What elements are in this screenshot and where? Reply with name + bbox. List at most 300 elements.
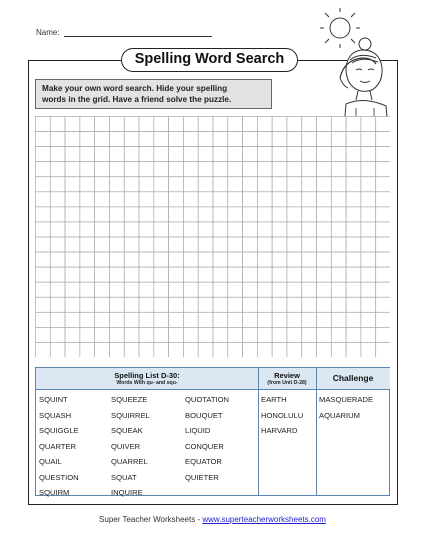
grid-cell[interactable]	[183, 267, 198, 282]
grid-cell[interactable]	[317, 312, 332, 327]
grid-cell[interactable]	[95, 162, 110, 177]
grid-cell[interactable]	[302, 282, 317, 297]
grid-cell[interactable]	[36, 222, 51, 237]
grid-cell[interactable]	[317, 252, 332, 267]
grid-cell[interactable]	[376, 312, 390, 327]
grid-cell[interactable]	[139, 237, 154, 252]
grid-cell[interactable]	[139, 342, 154, 357]
grid-cell[interactable]	[95, 192, 110, 207]
grid-cell[interactable]	[124, 252, 139, 267]
grid-cell[interactable]	[272, 342, 287, 357]
grid-cell[interactable]	[65, 342, 80, 357]
grid-cell[interactable]	[346, 282, 361, 297]
grid-cell[interactable]	[257, 117, 272, 132]
grid-cell[interactable]	[213, 252, 228, 267]
grid-cell[interactable]	[213, 327, 228, 342]
grid-cell[interactable]	[36, 312, 51, 327]
grid-cell[interactable]	[317, 282, 332, 297]
grid-cell[interactable]	[50, 267, 65, 282]
grid-cell[interactable]	[331, 252, 346, 267]
grid-cell[interactable]	[36, 282, 51, 297]
grid-cell[interactable]	[376, 282, 390, 297]
grid-cell[interactable]	[287, 207, 302, 222]
grid-cell[interactable]	[198, 222, 213, 237]
grid-cell[interactable]	[169, 162, 184, 177]
grid-cell[interactable]	[243, 282, 258, 297]
grid-cell[interactable]	[346, 252, 361, 267]
grid-cell[interactable]	[169, 237, 184, 252]
grid-cell[interactable]	[65, 297, 80, 312]
grid-cell[interactable]	[198, 132, 213, 147]
grid-cell[interactable]	[257, 132, 272, 147]
grid-cell[interactable]	[124, 267, 139, 282]
grid-cell[interactable]	[109, 297, 124, 312]
grid-cell[interactable]	[109, 192, 124, 207]
grid-cell[interactable]	[302, 192, 317, 207]
grid-cell[interactable]	[287, 222, 302, 237]
grid-cell[interactable]	[331, 177, 346, 192]
grid-cell[interactable]	[124, 282, 139, 297]
grid-cell[interactable]	[228, 222, 243, 237]
grid-cell[interactable]	[361, 237, 376, 252]
grid-cell[interactable]	[36, 192, 51, 207]
grid-cell[interactable]	[287, 327, 302, 342]
grid-cell[interactable]	[228, 342, 243, 357]
grid-cell[interactable]	[302, 207, 317, 222]
grid-cell[interactable]	[80, 312, 95, 327]
grid-cell[interactable]	[36, 177, 51, 192]
grid-cell[interactable]	[169, 177, 184, 192]
grid-cell[interactable]	[95, 237, 110, 252]
grid-cell[interactable]	[169, 192, 184, 207]
grid-cell[interactable]	[183, 147, 198, 162]
grid-cell[interactable]	[331, 282, 346, 297]
grid-cell[interactable]	[139, 267, 154, 282]
grid-cell[interactable]	[183, 192, 198, 207]
grid-cell[interactable]	[361, 342, 376, 357]
grid-cell[interactable]	[243, 207, 258, 222]
grid-cell[interactable]	[302, 297, 317, 312]
grid-cell[interactable]	[154, 267, 169, 282]
grid-cell[interactable]	[302, 252, 317, 267]
grid-cell[interactable]	[95, 252, 110, 267]
grid-cell[interactable]	[50, 132, 65, 147]
grid-cell[interactable]	[361, 252, 376, 267]
grid-cell[interactable]	[50, 177, 65, 192]
grid-cell[interactable]	[198, 237, 213, 252]
grid-cell[interactable]	[36, 207, 51, 222]
grid-cell[interactable]	[287, 297, 302, 312]
grid-cell[interactable]	[109, 162, 124, 177]
grid-cell[interactable]	[243, 327, 258, 342]
grid-cell[interactable]	[80, 252, 95, 267]
grid-cell[interactable]	[376, 327, 390, 342]
grid-cell[interactable]	[50, 237, 65, 252]
grid-cell[interactable]	[228, 177, 243, 192]
grid-cell[interactable]	[50, 147, 65, 162]
grid-cell[interactable]	[80, 342, 95, 357]
grid-cell[interactable]	[213, 162, 228, 177]
grid-cell[interactable]	[243, 147, 258, 162]
grid-cell[interactable]	[257, 252, 272, 267]
grid-cell[interactable]	[50, 192, 65, 207]
grid-cell[interactable]	[169, 297, 184, 312]
grid-cell[interactable]	[228, 297, 243, 312]
grid-cell[interactable]	[272, 162, 287, 177]
grid-cell[interactable]	[346, 312, 361, 327]
grid-cell[interactable]	[361, 147, 376, 162]
grid-cell[interactable]	[109, 327, 124, 342]
grid-cell[interactable]	[243, 312, 258, 327]
grid-cell[interactable]	[65, 147, 80, 162]
grid-cell[interactable]	[302, 237, 317, 252]
grid-cell[interactable]	[213, 177, 228, 192]
grid-cell[interactable]	[95, 207, 110, 222]
grid-cell[interactable]	[169, 147, 184, 162]
grid-cell[interactable]	[257, 177, 272, 192]
grid-cell[interactable]	[213, 207, 228, 222]
grid-cell[interactable]	[243, 297, 258, 312]
grid-cell[interactable]	[243, 177, 258, 192]
grid-cell[interactable]	[228, 132, 243, 147]
grid-cell[interactable]	[183, 117, 198, 132]
grid-cell[interactable]	[302, 162, 317, 177]
grid-cell[interactable]	[302, 177, 317, 192]
grid-cell[interactable]	[109, 207, 124, 222]
grid-cell[interactable]	[376, 162, 390, 177]
grid-cell[interactable]	[376, 192, 390, 207]
grid-cell[interactable]	[154, 132, 169, 147]
grid-cell[interactable]	[36, 132, 51, 147]
grid-cell[interactable]	[95, 312, 110, 327]
grid-cell[interactable]	[198, 207, 213, 222]
grid-cell[interactable]	[257, 297, 272, 312]
grid-cell[interactable]	[154, 252, 169, 267]
grid-cell[interactable]	[243, 192, 258, 207]
grid-cell[interactable]	[361, 192, 376, 207]
grid-cell[interactable]	[95, 282, 110, 297]
grid-cell[interactable]	[124, 222, 139, 237]
grid-cell[interactable]	[36, 237, 51, 252]
grid-cell[interactable]	[80, 177, 95, 192]
grid-cell[interactable]	[65, 192, 80, 207]
grid-cell[interactable]	[198, 327, 213, 342]
grid-cell[interactable]	[154, 237, 169, 252]
grid-cell[interactable]	[65, 132, 80, 147]
grid-cell[interactable]	[317, 342, 332, 357]
grid-cell[interactable]	[272, 327, 287, 342]
grid-cell[interactable]	[361, 207, 376, 222]
grid-cell[interactable]	[169, 132, 184, 147]
grid-cell[interactable]	[346, 222, 361, 237]
grid-cell[interactable]	[346, 297, 361, 312]
grid-cell[interactable]	[213, 192, 228, 207]
grid-cell[interactable]	[317, 267, 332, 282]
word-search-grid[interactable]	[35, 116, 390, 357]
grid-cell[interactable]	[154, 282, 169, 297]
grid-cell[interactable]	[331, 312, 346, 327]
grid-cell[interactable]	[95, 117, 110, 132]
grid-cell[interactable]	[228, 312, 243, 327]
grid-cell[interactable]	[272, 147, 287, 162]
grid-cell[interactable]	[50, 252, 65, 267]
grid-cell[interactable]	[109, 117, 124, 132]
grid-cell[interactable]	[272, 177, 287, 192]
grid-cell[interactable]	[361, 327, 376, 342]
grid-cell[interactable]	[169, 342, 184, 357]
grid-cell[interactable]	[346, 117, 361, 132]
grid-cell[interactable]	[376, 267, 390, 282]
grid-cell[interactable]	[198, 282, 213, 297]
grid-cell[interactable]	[198, 192, 213, 207]
grid-cell[interactable]	[183, 237, 198, 252]
grid-cell[interactable]	[198, 147, 213, 162]
grid-cell[interactable]	[287, 132, 302, 147]
grid-cell[interactable]	[376, 342, 390, 357]
grid-cell[interactable]	[317, 237, 332, 252]
grid-cell[interactable]	[198, 312, 213, 327]
grid-cell[interactable]	[95, 297, 110, 312]
grid-cell[interactable]	[50, 117, 65, 132]
grid-cell[interactable]	[317, 192, 332, 207]
grid-cell[interactable]	[36, 327, 51, 342]
grid-cell[interactable]	[124, 177, 139, 192]
grid-cell[interactable]	[317, 177, 332, 192]
grid-cell[interactable]	[95, 267, 110, 282]
grid-cell[interactable]	[80, 192, 95, 207]
grid-cell[interactable]	[124, 297, 139, 312]
grid-cell[interactable]	[139, 192, 154, 207]
grid-cell[interactable]	[243, 252, 258, 267]
grid-cell[interactable]	[36, 252, 51, 267]
grid-cell[interactable]	[243, 237, 258, 252]
grid-cell[interactable]	[287, 282, 302, 297]
grid-cell[interactable]	[124, 192, 139, 207]
grid-cell[interactable]	[257, 342, 272, 357]
grid-cell[interactable]	[109, 282, 124, 297]
grid-cell[interactable]	[302, 342, 317, 357]
grid-cell[interactable]	[257, 327, 272, 342]
grid-cell[interactable]	[317, 207, 332, 222]
grid-cell[interactable]	[257, 312, 272, 327]
grid-cell[interactable]	[124, 327, 139, 342]
grid-cell[interactable]	[346, 342, 361, 357]
grid-cell[interactable]	[287, 252, 302, 267]
grid-cell[interactable]	[376, 237, 390, 252]
grid-cell[interactable]	[213, 147, 228, 162]
grid-cell[interactable]	[302, 147, 317, 162]
grid-cell[interactable]	[272, 132, 287, 147]
grid-cell[interactable]	[50, 342, 65, 357]
grid-cell[interactable]	[272, 207, 287, 222]
grid-cell[interactable]	[139, 297, 154, 312]
grid-cell[interactable]	[346, 207, 361, 222]
grid-cell[interactable]	[376, 222, 390, 237]
grid-cell[interactable]	[287, 267, 302, 282]
grid-cell[interactable]	[287, 312, 302, 327]
grid-cell[interactable]	[346, 192, 361, 207]
grid-cell[interactable]	[331, 327, 346, 342]
grid-cell[interactable]	[317, 162, 332, 177]
grid-cell[interactable]	[139, 222, 154, 237]
grid-cell[interactable]	[139, 252, 154, 267]
grid-cell[interactable]	[302, 267, 317, 282]
grid-cell[interactable]	[213, 117, 228, 132]
grid-cell[interactable]	[36, 342, 51, 357]
grid-cell[interactable]	[272, 267, 287, 282]
grid-cell[interactable]	[272, 117, 287, 132]
grid-cell[interactable]	[243, 222, 258, 237]
grid-cell[interactable]	[376, 297, 390, 312]
grid-cell[interactable]	[287, 342, 302, 357]
grid-cell[interactable]	[257, 192, 272, 207]
grid-cell[interactable]	[257, 207, 272, 222]
grid-cell[interactable]	[80, 297, 95, 312]
grid-cell[interactable]	[331, 207, 346, 222]
grid-cell[interactable]	[243, 342, 258, 357]
grid-cell[interactable]	[183, 342, 198, 357]
grid-cell[interactable]	[50, 207, 65, 222]
grid-cell[interactable]	[213, 297, 228, 312]
grid-cell[interactable]	[154, 327, 169, 342]
grid-cell[interactable]	[65, 162, 80, 177]
grid-cell[interactable]	[109, 237, 124, 252]
grid-cell[interactable]	[154, 222, 169, 237]
grid-cell[interactable]	[169, 327, 184, 342]
grid-cell[interactable]	[139, 312, 154, 327]
grid-cell[interactable]	[302, 222, 317, 237]
grid-cell[interactable]	[36, 147, 51, 162]
grid-svg[interactable]	[35, 116, 390, 357]
grid-cell[interactable]	[287, 237, 302, 252]
grid-cell[interactable]	[109, 147, 124, 162]
grid-cell[interactable]	[109, 132, 124, 147]
grid-cell[interactable]	[124, 237, 139, 252]
grid-cell[interactable]	[287, 117, 302, 132]
grid-cell[interactable]	[65, 282, 80, 297]
grid-cell[interactable]	[80, 222, 95, 237]
grid-cell[interactable]	[376, 117, 390, 132]
grid-cell[interactable]	[65, 207, 80, 222]
grid-cell[interactable]	[109, 177, 124, 192]
grid-cell[interactable]	[346, 237, 361, 252]
grid-cell[interactable]	[65, 177, 80, 192]
grid-cell[interactable]	[213, 237, 228, 252]
grid-cell[interactable]	[139, 207, 154, 222]
grid-cell[interactable]	[36, 297, 51, 312]
grid-cell[interactable]	[95, 177, 110, 192]
grid-cell[interactable]	[331, 162, 346, 177]
grid-cell[interactable]	[183, 312, 198, 327]
grid-cell[interactable]	[169, 252, 184, 267]
grid-cell[interactable]	[154, 207, 169, 222]
grid-cell[interactable]	[317, 327, 332, 342]
footer-link[interactable]: www.superteacherworksheets.com	[202, 515, 326, 524]
grid-cell[interactable]	[228, 252, 243, 267]
grid-cell[interactable]	[50, 312, 65, 327]
grid-cell[interactable]	[376, 147, 390, 162]
grid-cell[interactable]	[213, 267, 228, 282]
grid-cell[interactable]	[302, 312, 317, 327]
grid-cell[interactable]	[198, 177, 213, 192]
grid-cell[interactable]	[213, 222, 228, 237]
grid-cell[interactable]	[213, 342, 228, 357]
grid-cell[interactable]	[302, 327, 317, 342]
grid-cell[interactable]	[50, 222, 65, 237]
grid-cell[interactable]	[124, 162, 139, 177]
grid-cell[interactable]	[95, 342, 110, 357]
grid-cell[interactable]	[331, 147, 346, 162]
grid-cell[interactable]	[287, 162, 302, 177]
grid-cell[interactable]	[80, 267, 95, 282]
grid-cell[interactable]	[243, 267, 258, 282]
grid-cell[interactable]	[361, 312, 376, 327]
grid-cell[interactable]	[317, 117, 332, 132]
grid-cell[interactable]	[272, 282, 287, 297]
grid-cell[interactable]	[228, 207, 243, 222]
grid-cell[interactable]	[65, 222, 80, 237]
grid-cell[interactable]	[65, 117, 80, 132]
grid-cell[interactable]	[80, 162, 95, 177]
grid-cell[interactable]	[154, 177, 169, 192]
grid-cell[interactable]	[50, 282, 65, 297]
grid-cell[interactable]	[50, 297, 65, 312]
grid-cell[interactable]	[154, 117, 169, 132]
grid-cell[interactable]	[139, 162, 154, 177]
grid-cell[interactable]	[50, 162, 65, 177]
grid-cell[interactable]	[376, 132, 390, 147]
grid-cell[interactable]	[183, 327, 198, 342]
grid-cell[interactable]	[183, 207, 198, 222]
grid-cell[interactable]	[109, 267, 124, 282]
grid-cell[interactable]	[302, 132, 317, 147]
grid-cell[interactable]	[317, 147, 332, 162]
grid-cell[interactable]	[257, 282, 272, 297]
grid-cell[interactable]	[80, 117, 95, 132]
grid-cell[interactable]	[50, 327, 65, 342]
grid-cell[interactable]	[95, 327, 110, 342]
grid-cell[interactable]	[169, 312, 184, 327]
grid-cell[interactable]	[65, 237, 80, 252]
grid-cell[interactable]	[183, 177, 198, 192]
grid-cell[interactable]	[287, 177, 302, 192]
grid-cell[interactable]	[346, 132, 361, 147]
grid-cell[interactable]	[198, 297, 213, 312]
grid-cell[interactable]	[331, 222, 346, 237]
grid-cell[interactable]	[109, 252, 124, 267]
grid-cell[interactable]	[302, 117, 317, 132]
grid-cell[interactable]	[346, 267, 361, 282]
grid-cell[interactable]	[139, 132, 154, 147]
grid-cell[interactable]	[272, 252, 287, 267]
grid-cell[interactable]	[65, 312, 80, 327]
grid-cell[interactable]	[80, 132, 95, 147]
grid-cell[interactable]	[198, 117, 213, 132]
grid-cell[interactable]	[139, 282, 154, 297]
grid-cell[interactable]	[361, 117, 376, 132]
grid-cell[interactable]	[331, 192, 346, 207]
grid-cell[interactable]	[361, 297, 376, 312]
grid-cell[interactable]	[169, 222, 184, 237]
grid-cell[interactable]	[80, 327, 95, 342]
grid-cell[interactable]	[154, 192, 169, 207]
grid-cell[interactable]	[95, 147, 110, 162]
grid-cell[interactable]	[361, 162, 376, 177]
grid-cell[interactable]	[272, 222, 287, 237]
grid-cell[interactable]	[183, 297, 198, 312]
grid-cell[interactable]	[154, 147, 169, 162]
grid-cell[interactable]	[257, 162, 272, 177]
